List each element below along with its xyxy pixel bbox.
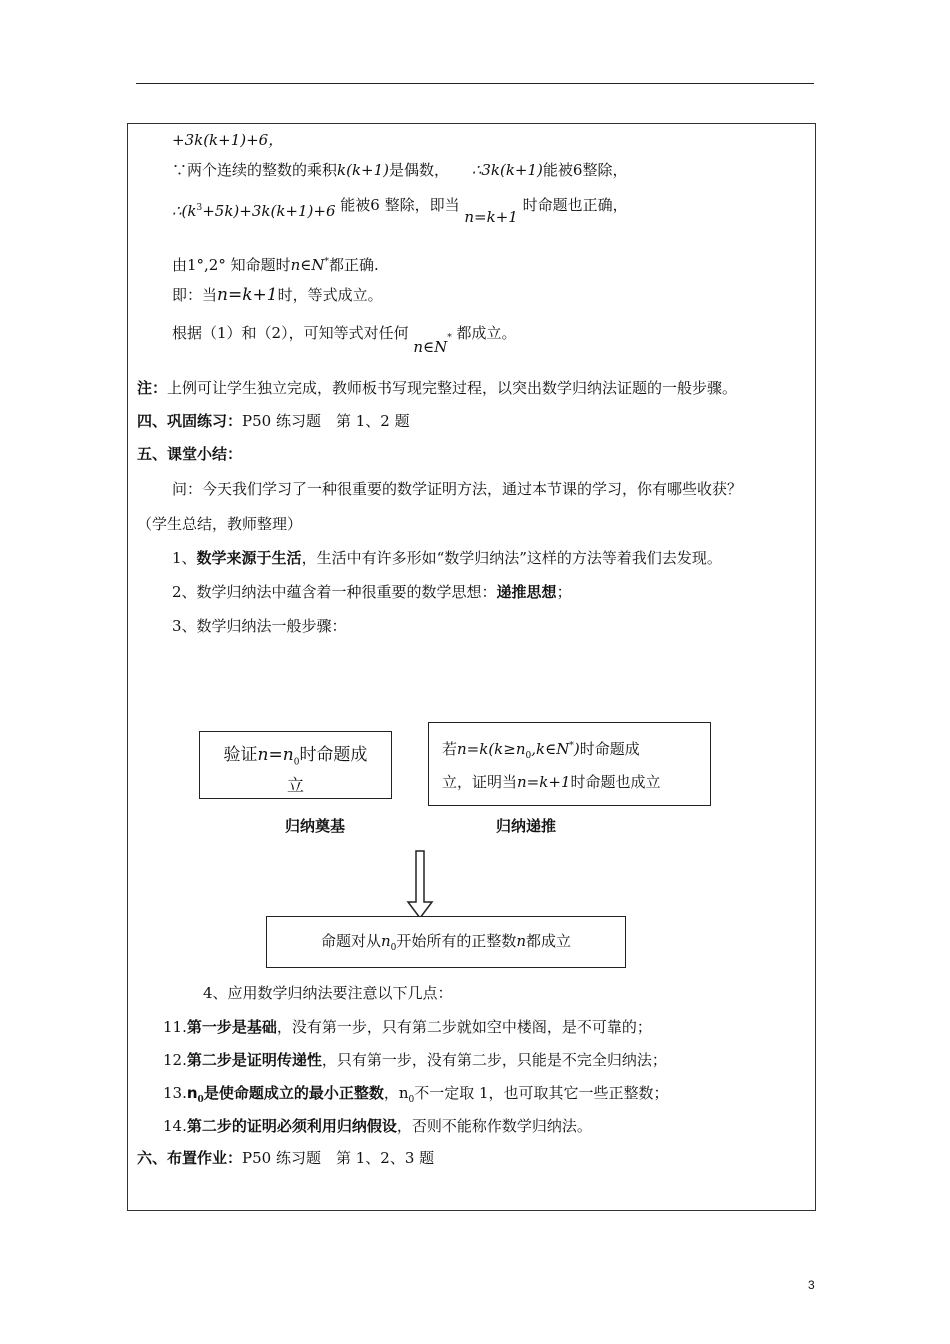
proof-line-4: 由1°,2° 知命题时n∈N*都正确.	[172, 256, 379, 274]
conclusion-text: 命题对从$n_0$开始所有的正整数n都成立	[320, 932, 572, 953]
section-5: 五、课堂小结：	[137, 445, 243, 463]
point-13: $13.n_0$是使命题成立的最小正整数，$n_0$不一定取 1，也可取其它一些正整数；	[163, 1084, 669, 1105]
label-recursion: 归纳递推	[496, 817, 557, 835]
proof-line-2: ∵两个连续的整数的乘积k(k+1)是偶数， ∴3k(k+1)能被6整除，	[172, 161, 628, 179]
summary-1: 1、数学来源于生活，生活中有许多形如“数学归纳法”这样的方法等着我们去发现。	[172, 549, 722, 567]
step-base-text: 验证$n=n_0$时命题成 立	[223, 745, 368, 797]
proof-line-5: 即：当n=k+1时，等式成立。	[172, 285, 383, 305]
header-rule	[136, 83, 814, 84]
point-11: 11.第一步是基础，没有第一步，只有第二步就如空中楼阁，是不可靠的；	[163, 1018, 652, 1036]
summary-3: 3、数学归纳法一般步骤：	[172, 617, 347, 635]
summary-4: 4、应用数学归纳法要注意以下几点：	[203, 984, 453, 1002]
proof-line-6: 根据（1）和（2），可知等式对任何 n∈N* 都成立。	[172, 324, 517, 356]
summary-2: 2、数学归纳法中蕴含着一种很重要的数学思想：递推思想；	[172, 583, 572, 601]
note-line: 注：上例可让学生独立完成，教师板书写现完整过程，以突出数学归纳法证题的一般步骤。	[137, 379, 738, 397]
point-12: 12.第二步是证明传递性，只有第一步，没有第二步，只能是不完全归纳法；	[163, 1051, 667, 1069]
section-4: 四、巩固练习：P50 练习题 第 1、2 题	[137, 412, 410, 430]
step-recursion-text: 若$n=k(k\ge n_0,k\in N^*)$时命题成 立，证明当n=k+1时命题也成立	[442, 740, 661, 791]
question-note: （学生总结，教师整理）	[137, 515, 303, 533]
proof-line-3: $\therefore(k^3+5k)+3k(k+1)+6$ 能被6 整除，即当 n=k+1 时命题也正确，	[172, 196, 628, 226]
label-base: 归纳奠基	[285, 817, 346, 835]
page-number: 3	[808, 1278, 815, 1292]
proof-line-1: +3k(k+1)+6，	[172, 131, 284, 149]
question-line: 问：今天我们学习了一种很重要的数学证明方法，通过本节课的学习，你有哪些收获？	[172, 480, 743, 498]
section-6: 六、布置作业：P50 练习题 第 1、2、3 题	[137, 1149, 435, 1167]
down-arrow-icon	[405, 850, 435, 920]
point-14: 14.第二步的证明必须利用归纳假设，否则不能称作数学归纳法。	[163, 1117, 592, 1135]
